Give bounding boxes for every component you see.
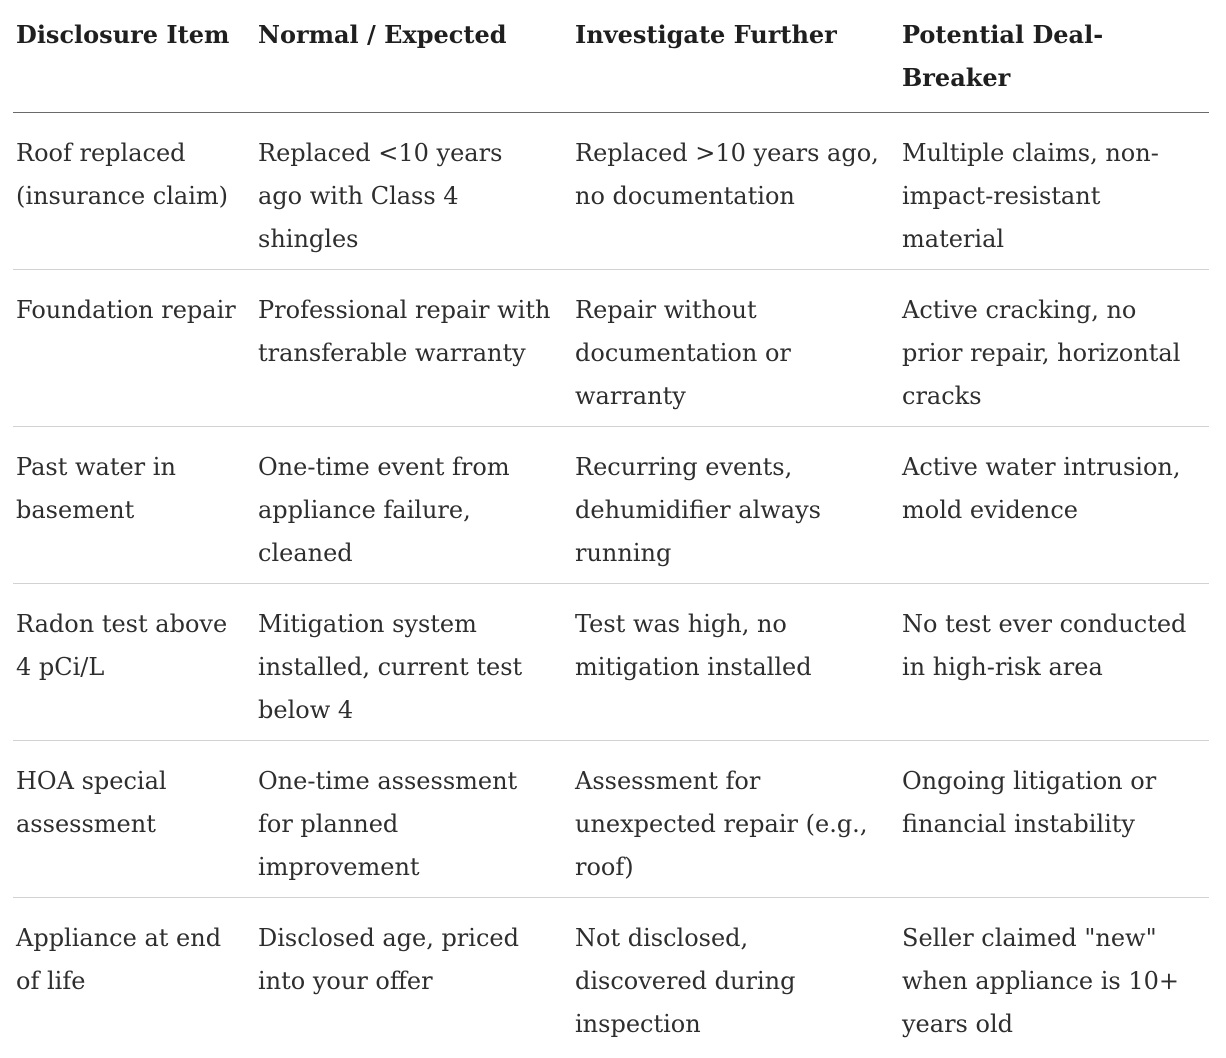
cell-normal-expected: Professional repair with transferable warranty [255, 270, 572, 427]
cell-normal-expected: Replaced <10 years ago with Class 4 shingles [258, 139, 503, 253]
table-row [13, 270, 1209, 427]
cell-disclosure-item: Roof replaced (insurance claim) [16, 139, 229, 210]
cell-normal-expected: One-time assessment for planned improvement [255, 741, 572, 898]
cell-potential-deal-breaker: Ongoing litigation or financial instability [899, 741, 1209, 898]
cell-normal-expected: Disclosed age, priced into your offer [255, 898, 572, 1055]
cell-investigate-further: Assessment for unexpected repair (e.g., roof) [572, 741, 899, 898]
header-disclosure-item: Disclosure Item [13, 0, 255, 113]
header-normal-expected: Normal / Expected [255, 0, 572, 113]
table-header-row [13, 0, 1209, 113]
disclosure-table [13, 0, 1209, 1054]
table-row [13, 427, 1209, 584]
cell-normal-expected: Mitigation system installed, current test below 4 [255, 584, 572, 741]
cell-investigate-further: Not disclosed, discovered during inspection [572, 898, 899, 1055]
cell-investigate-further: Repair without documentation or warranty [572, 270, 899, 427]
cell-disclosure-item: Past water in basement [13, 427, 255, 584]
cell-investigate-further: Recurring events, dehumidifier always running [572, 427, 899, 584]
table-row [13, 741, 1209, 898]
cell-potential-deal-breaker: No test ever conducted in high-risk area [899, 584, 1209, 741]
table-row [13, 898, 1209, 1055]
cell-potential-deal-breaker: Active water intrusion, mold evidence [899, 427, 1209, 584]
header-potential-deal-breaker: Potential Deal-Breaker [899, 0, 1209, 113]
table-row [13, 584, 1209, 741]
cell-potential-deal-breaker: Seller claimed "new" when appliance is 10+ years old [899, 898, 1209, 1055]
cell-normal-expected: One-time event from appliance failure, cleaned [255, 427, 572, 584]
cell-disclosure-item: HOA special assessment [13, 741, 255, 898]
cell-potential-deal-breaker: Active cracking, no prior repair, horizontal cracks [899, 270, 1209, 427]
cell-disclosure-item: Radon test above 4 pCi/L [13, 584, 255, 741]
cell-investigate-further: Test was high, no mitigation installed [572, 584, 899, 741]
cell-disclosure-item: Foundation repair [13, 270, 255, 427]
cell-disclosure-item: Appliance at end of life [13, 898, 255, 1055]
header-investigate-further: Investigate Further [572, 0, 899, 113]
table-row [13, 113, 1209, 270]
cell-investigate-further: Replaced >10 years ago, no documentation [575, 139, 879, 210]
cell-potential-deal-breaker: Multiple claims, non-impact-resistant material [902, 139, 1159, 253]
